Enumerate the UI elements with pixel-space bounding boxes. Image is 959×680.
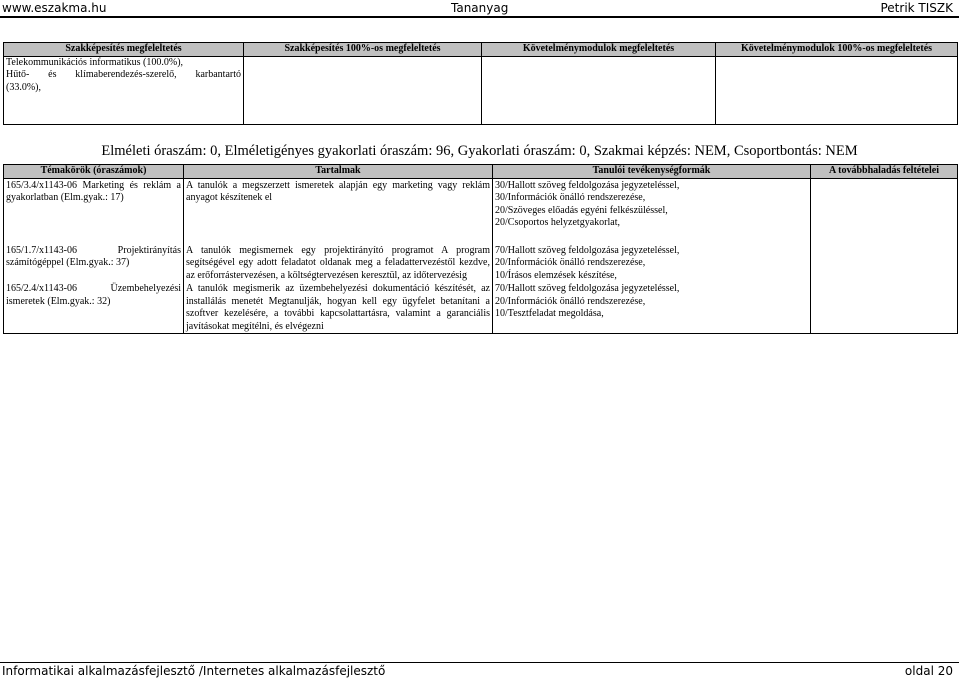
header-org: Petrik TISZK	[880, 1, 953, 15]
row-spacer	[4, 230, 958, 244]
empty-cell	[482, 56, 716, 124]
activities-cell	[493, 282, 811, 334]
empty-cell	[716, 56, 958, 124]
topic-cell: 165/3.4/x1143-06 Marketing és reklám a gyakorlatban (Elm.gyak.: 17)	[4, 178, 184, 230]
conditions-cell	[811, 282, 958, 334]
col-tevekenyseg: Tanulói tevékenységformák	[493, 165, 811, 179]
conditions-cell	[811, 244, 958, 283]
conditions-cell	[811, 178, 958, 230]
table-row	[4, 178, 958, 230]
col-kovetelmeny-100: Követelménymodulok 100%-os megfeleltetés	[716, 43, 958, 57]
header-site: www.eszakma.hu	[2, 1, 107, 15]
activity-item: 30/Információk önálló rendszerezése,	[495, 192, 646, 203]
curriculum-table	[3, 164, 958, 334]
col-tartalmak: Tartalmak	[184, 165, 493, 179]
footer-course: Informatikai alkalmazásfejlesztő /Internetes alkalmazásfejlesztő	[2, 664, 386, 678]
page-header	[0, 0, 959, 16]
col-szakkepesites-100: Szakképesítés 100%-os megfeleltetés	[244, 43, 482, 57]
table-row	[4, 282, 958, 334]
hours-summary: Elméleti óraszám: 0, Elméletigényes gyakorlati óraszám: 96, Gyakorlati óraszám: 0, Szakmai képzés: NEM, Csoportbontás: NEM	[101, 143, 858, 159]
page-number: oldal 20	[904, 664, 953, 678]
content-cell: A tanulók megismerik az üzembehelyezési dokumentáció készítését, az installálás menetét Megtanulják, hogyan kell egy ügyfelet betanítani a szoftver kezelésére, a további kapcsolattartásra, valamint a garanciális javításokat megítélni, és elvégezni	[184, 282, 493, 334]
table-row	[4, 244, 958, 283]
qualification-cell	[4, 56, 244, 124]
activity-item: 10/Tesztfeladat megoldása,	[495, 308, 604, 319]
activity-item: 20/Információk önálló rendszerezése,	[495, 257, 646, 268]
empty-cell	[244, 56, 482, 124]
topic-cell: 165/1.7/x1143-06 Projektirányítás számítógéppel (Elm.gyak.: 37)	[4, 244, 184, 283]
header-rule	[0, 16, 959, 18]
col-temakorok: Témakörök (óraszámok)	[4, 165, 184, 179]
qualification-table	[3, 42, 958, 125]
activities-cell	[493, 244, 811, 283]
activity-item: 20/Szöveges előadás egyéni felkészüléssel,	[495, 204, 668, 216]
col-kovetelmeny: Követelménymodulok megfeleltetés	[482, 43, 716, 57]
activity-item: 70/Hallott szöveg feldolgozása jegyzeteléssel,	[495, 283, 680, 294]
activities-cell	[493, 178, 811, 230]
qualification-line: Hűtő- és klímaberendezés-szerelő, karbantartó (33.0%),	[6, 69, 241, 93]
col-feltetelek: A továbbhaladás feltételei	[811, 165, 958, 179]
col-szakkepesites: Szakképesítés megfeleltetés	[4, 43, 244, 57]
activity-item: 20/Információk önálló rendszerezése,	[495, 295, 646, 307]
page-footer	[0, 663, 959, 680]
activity-item: 10/Írásos elemzések készítése,	[495, 269, 617, 281]
content-cell: A tanulók a megszerzett ismeretek alapján egy marketing vagy reklám anyagot készítenek el	[184, 178, 493, 230]
qualification-line: Telekommunikációs informatikus (100.0%),	[6, 56, 184, 68]
header-title: Tananyag	[451, 1, 509, 15]
activity-item: 30/Hallott szöveg feldolgozása jegyzeteléssel,	[495, 179, 680, 191]
content-cell: A tanulók megismernek egy projektirányító programot A program segítségével egy adott feladatot oldanak meg a feladattervezéstől kezdve, az erőforrástervezésen, a költségtervezésen keresztül, az időtervezésig	[184, 244, 493, 283]
activity-item: 20/Csoportos helyzetgyakorlat,	[495, 217, 620, 228]
topic-cell: 165/2.4/x1143-06 Üzembehelyezési ismeretek (Elm.gyak.: 32)	[4, 282, 184, 334]
activity-item: 70/Hallott szöveg feldolgozása jegyzeteléssel,	[495, 244, 680, 256]
